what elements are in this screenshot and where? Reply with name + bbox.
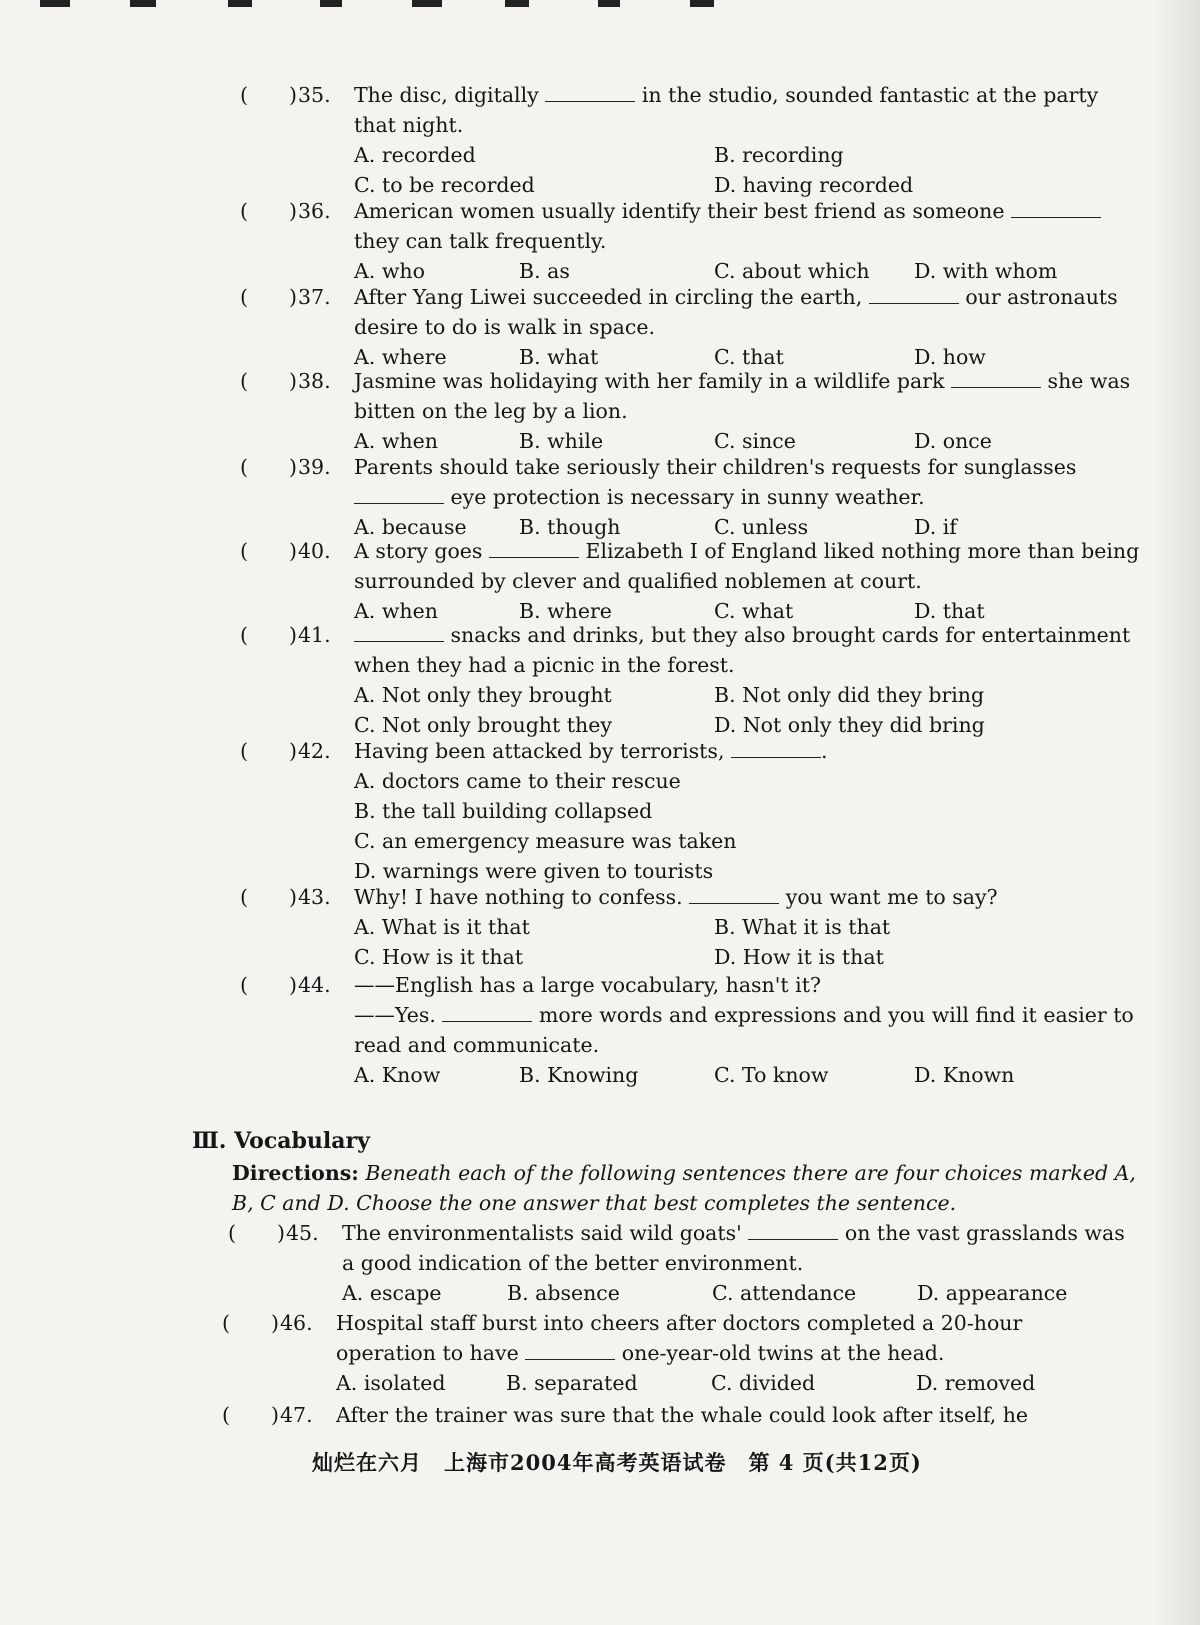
answer-paren[interactable]: ( ) [240,539,297,563]
answer-paren[interactable]: ( ) [222,1403,279,1427]
answer-paren[interactable]: ( ) [240,285,297,309]
option-a: A. doctors came to their rescue [354,769,681,793]
option-b: B. where [519,599,612,623]
answer-paren[interactable]: ( ) [240,885,297,909]
question-number: 35. [298,83,331,107]
question-stem: A story goes Elizabeth I of England liked nothing more than being surrounded by clever and qualified noblemen at court. [354,539,1140,593]
option-c: C. attendance [712,1281,857,1305]
answer-paren[interactable]: ( ) [222,1311,279,1335]
question-number: 40. [298,539,331,563]
option-d: D. Not only they did bring [714,713,985,737]
answer-blank [354,483,444,504]
question-stem-reply: ——Yes. more words and expressions and you will find it easier to read and communicate. [354,1003,1134,1057]
question-stem: American women usually identify their best friend as someone they can talk frequently. [354,196,1140,256]
option-c: C. Not only brought they [354,713,612,737]
page-footer: 灿烂在六月 上海市2004年高考英语试卷 第 4 页(共12页) [312,1450,922,1475]
option-b: B. though [519,515,621,539]
question-number: 46. [280,1311,313,1335]
question-stem: Hospital staff burst into cheers after doctors completed a 20-hour operation to have one-year-old twins at the head. [336,1311,1023,1365]
option-b: B. Knowing [519,1063,639,1087]
answer-paren[interactable]: ( ) [228,1221,285,1245]
options-row [354,140,1140,170]
question-35 [240,80,1140,200]
options-row [342,1278,1128,1308]
answer-blank [442,1001,532,1022]
option-a: A. because [354,515,467,539]
answer-blank [354,621,444,642]
answer-blank [489,537,579,558]
option-b: B. as [519,259,570,283]
question-number: 39. [298,455,331,479]
question-number: 42. [298,739,331,763]
question-number: 43. [298,885,331,909]
option-b: B. the tall building collapsed [354,799,653,823]
question-number: 36. [298,199,331,223]
top-edge-marks [0,0,1200,12]
question-number: 38. [298,369,331,393]
option-d: D. that [914,599,985,623]
option-a: A. escape [342,1281,442,1305]
option-d: D. Known [914,1063,1015,1087]
option-b: B. Not only did they bring [714,683,985,707]
option-b: B. separated [506,1371,638,1395]
option-a: A. What is it that [354,915,530,939]
question-42 [240,736,1140,886]
question-37 [240,282,1140,372]
answer-blank [748,1219,838,1240]
answer-blank [689,883,779,904]
option-c: C. to be recorded [354,173,535,197]
option-c: C. How is it that [354,945,524,969]
answer-blank [1011,197,1101,218]
option-a: A. Know [354,1063,441,1087]
option-d: D. removed [916,1371,1036,1395]
options-row [354,942,1140,972]
option-c: C. since [714,429,796,453]
question-number: 45. [286,1221,319,1245]
question-stem: Parents should take seriously their children's requests for sunglasses eye protection is necessary in sunny weather. [354,455,1077,509]
option-b: B. recording [714,143,844,167]
question-39 [240,452,1140,542]
option-d: D. How it is that [714,945,884,969]
question-number: 41. [298,623,331,647]
answer-blank [869,283,959,304]
option-c: C. about which [714,259,870,283]
option-a: A. where [354,345,447,369]
question-38 [240,366,1140,456]
option-a: A. who [354,259,425,283]
question-stem: After Yang Liwei succeeded in circling the earth, our astronauts desire to do is walk in space. [354,285,1118,339]
option-a: A. when [354,429,438,453]
option-b: B. absence [507,1281,620,1305]
option-c: C. an emergency measure was taken [354,829,737,853]
question-number: 37. [298,285,331,309]
option-d: D. once [914,429,992,453]
option-d: D. warnings were given to tourists [354,859,714,883]
answer-paren[interactable]: ( ) [240,199,297,223]
answer-paren[interactable]: ( ) [240,455,297,479]
options-row [354,912,1140,942]
option-d: D. if [914,515,957,539]
question-36 [240,196,1140,286]
option-b: B. while [519,429,604,453]
question-46 [222,1308,1122,1398]
question-stem: Why! I have nothing to confess. you want me to say? [354,885,998,909]
option-a: A. Not only they brought [354,683,612,707]
option-d: D. with whom [914,259,1058,283]
answer-paren[interactable]: ( ) [240,83,297,107]
options-row [354,1060,1140,1090]
question-stem: After the trainer was sure that the whale could look after itself, he [336,1403,1029,1427]
option-c: C. divided [711,1371,816,1395]
option-a: A. when [354,599,438,623]
directions-text: Beneath each of the following sentences there are four choices marked A, B, C and D. Choose the one answer that best completes the sentence. [232,1161,1136,1215]
answer-paren[interactable]: ( ) [240,973,297,997]
question-43 [240,882,1140,972]
option-c: C. what [714,599,794,623]
question-stem: snacks and drinks, but they also brought cards for entertainment when they had a picnic in the forest. [354,623,1131,677]
question-44 [240,970,1140,1090]
option-a: A. recorded [354,143,476,167]
section-heading [192,1128,370,1154]
question-number: 44. [298,973,331,997]
option-c: C. unless [714,515,809,539]
option-c: C. To know [714,1063,829,1087]
answer-paren[interactable]: ( ) [240,369,297,393]
answer-blank [731,737,821,758]
option-d: D. having recorded [714,173,914,197]
option-c: C. that [714,345,784,369]
page-edge-shadow [1152,0,1200,1625]
question-stem: The disc, digitally in the studio, sounded fantastic at the party that night. [354,83,1099,137]
question-stem: Having been attacked by terrorists, . [354,739,828,763]
question-41 [240,620,1140,740]
section-directions [232,1158,1152,1218]
answer-blank [545,81,635,102]
answer-blank [951,367,1041,388]
section-title: Vocabulary [234,1128,370,1154]
answer-paren[interactable]: ( ) [240,739,297,763]
option-a: A. isolated [336,1371,446,1395]
section-numeral: Ⅲ. [192,1128,227,1154]
question-stem: The environmentalists said wild goats' on the vast grasslands was a good indication of the better environment. [342,1221,1125,1275]
answer-blank [525,1339,615,1360]
option-b: B. What it is that [714,915,891,939]
question-stem: ——English has a large vocabulary, hasn't it? [354,973,821,997]
question-stem: Jasmine was holidaying with her family in a wildlife park she was bitten on the leg by a lion. [354,369,1131,423]
options-row [354,680,1140,710]
question-40 [240,536,1140,626]
options-row [336,1368,1122,1398]
answer-paren[interactable]: ( ) [240,623,297,647]
question-45 [228,1218,1128,1308]
option-d: D. appearance [917,1281,1068,1305]
question-47 [222,1400,1122,1430]
directions-label: Directions: [232,1161,359,1185]
option-b: B. what [519,345,599,369]
option-d: D. how [914,345,986,369]
question-number: 47. [280,1403,313,1427]
